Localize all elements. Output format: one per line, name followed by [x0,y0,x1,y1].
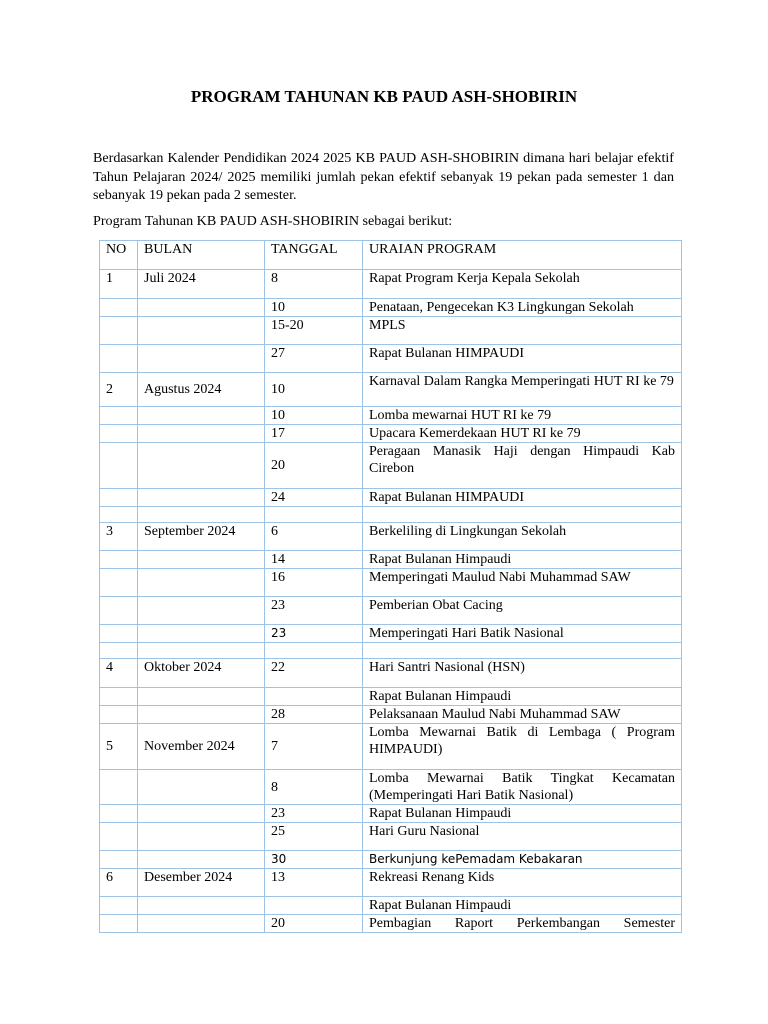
cell-tanggal: 20 [265,443,363,489]
table-row [100,823,682,851]
cell-no [100,551,138,569]
cell-bulan [138,299,265,317]
cell-uraian: Rapat Bulanan HIMPAUDI [363,489,682,507]
table-header-row [100,241,682,270]
cell-bulan [138,643,265,659]
cell-uraian: Pelaksanaan Maulud Nabi Muhammad SAW [363,706,682,724]
cell-bulan [138,851,265,869]
cell-uraian: Rapat Bulanan Himpaudi [363,551,682,569]
cell-uraian: Upacara Kemerdekaan HUT RI ke 79 [363,425,682,443]
cell-bulan: September 2024 [138,523,265,551]
table-row [100,443,682,489]
cell-no [100,407,138,425]
cell-tanggal: 14 [265,551,363,569]
table-row [100,659,682,688]
cell-bulan [138,407,265,425]
cell-uraian: Pemberian Obat Cacing [363,597,682,625]
cell-bulan: Oktober 2024 [138,659,265,688]
cell-bulan [138,805,265,823]
cell-no [100,507,138,523]
cell-bulan [138,345,265,373]
cell-no: 6 [100,869,138,897]
cell-no: 3 [100,523,138,551]
header-no: NO [100,241,138,270]
table-row [100,643,682,659]
table-row [100,688,682,706]
cell-tanggal: 16 [265,569,363,597]
cell-tanggal [265,507,363,523]
cell-bulan [138,507,265,523]
cell-tanggal: 27 [265,345,363,373]
cell-uraian: Lomba Mewarnai Batik Tingkat Kecamatan (Memperingati Hari Batik Nasional) [363,770,682,805]
cell-tanggal: 8 [265,270,363,299]
cell-no [100,317,138,345]
cell-bulan [138,425,265,443]
cell-no [100,625,138,643]
cell-tanggal: 13 [265,869,363,897]
header-tanggal: TANGGAL [265,241,363,270]
cell-uraian: Penataan, Pengecekan K3 Lingkungan Sekolah [363,299,682,317]
cell-no: 2 [100,373,138,407]
cell-tanggal [265,897,363,915]
cell-no [100,706,138,724]
table-row [100,770,682,805]
table-row [100,373,682,407]
cell-tanggal: 20 [265,915,363,933]
cell-uraian: Karnaval Dalam Rangka Memperingati HUT RI ke 79 [363,373,682,407]
cell-no [100,688,138,706]
cell-bulan: Agustus 2024 [138,373,265,407]
cell-bulan [138,489,265,507]
cell-tanggal: 7 [265,724,363,770]
cell-tanggal: 28 [265,706,363,724]
table-row [100,897,682,915]
cell-uraian: Peragaan Manasik Haji dengan Himpaudi Kab Cirebon [363,443,682,489]
intro-paragraph: Berdasarkan Kalender Pendidikan 2024 2025 KB PAUD ASH-SHOBIRIN dimana hari belajar efektif Tahun Pelajaran 2024/ 2025 memiliki jumlah pekan efektif sebanyak 19 pekan pada semester 1 dan sebanyak 19 pekan pada 2 semester. [93,150,674,203]
cell-no: 4 [100,659,138,688]
cell-tanggal [265,688,363,706]
cell-no [100,915,138,933]
cell-bulan [138,569,265,597]
table-row [100,270,682,299]
cell-tanggal [265,643,363,659]
cell-no [100,851,138,869]
cell-bulan [138,443,265,489]
cell-uraian: Lomba Mewarnai Batik di Lembaga ( Program HIMPAUDI) [363,724,682,770]
cell-uraian: Rapat Bulanan Himpaudi [363,688,682,706]
cell-bulan [138,551,265,569]
table-lead-text: Program Tahunan KB PAUD ASH-SHOBIRIN sebagai berikut: [93,213,453,229]
cell-no [100,443,138,489]
header-bulan: BULAN [138,241,265,270]
cell-no [100,643,138,659]
cell-bulan [138,625,265,643]
table-row [100,625,682,643]
cell-tanggal: 6 [265,523,363,551]
table-row [100,597,682,625]
cell-uraian: Rapat Bulanan HIMPAUDI [363,345,682,373]
cell-no [100,770,138,805]
cell-uraian: Pembagian Raport Perkembangan Semester [363,915,682,933]
cell-no [100,489,138,507]
cell-uraian: Rapat Bulanan Himpaudi [363,805,682,823]
cell-tanggal: 23 [265,625,363,643]
cell-tanggal: 23 [265,805,363,823]
cell-uraian: Hari Santri Nasional (HSN) [363,659,682,688]
cell-uraian: Rapat Program Kerja Kepala Sekolah [363,270,682,299]
cell-tanggal: 15-20 [265,317,363,345]
cell-no [100,897,138,915]
cell-bulan [138,823,265,851]
cell-bulan [138,706,265,724]
table-row [100,523,682,551]
cell-uraian: Memperingati Maulud Nabi Muhammad SAW [363,569,682,597]
table-row [100,851,682,869]
table-row [100,706,682,724]
cell-uraian: MPLS [363,317,682,345]
cell-bulan [138,317,265,345]
cell-uraian: Hari Guru Nasional [363,823,682,851]
table-row [100,569,682,597]
document-title: PROGRAM TAHUNAN KB PAUD ASH-SHOBIRIN [190,87,578,106]
table-row [100,915,682,933]
cell-bulan: November 2024 [138,724,265,770]
table-row [100,489,682,507]
cell-no [100,805,138,823]
cell-bulan [138,597,265,625]
cell-no [100,569,138,597]
cell-bulan [138,688,265,706]
cell-no: 5 [100,724,138,770]
header-uraian: URAIAN PROGRAM [363,241,682,270]
cell-tanggal: 22 [265,659,363,688]
program-table [99,240,682,933]
table-row [100,407,682,425]
cell-no: 1 [100,270,138,299]
table-row [100,805,682,823]
cell-uraian [363,507,682,523]
cell-tanggal: 17 [265,425,363,443]
table-row [100,551,682,569]
cell-uraian: Memperingati Hari Batik Nasional [363,625,682,643]
cell-uraian: Rapat Bulanan Himpaudi [363,897,682,915]
cell-tanggal: 10 [265,299,363,317]
table-row [100,317,682,345]
cell-uraian: Rekreasi Renang Kids [363,869,682,897]
cell-uraian: Berkunjung kePemadam Kebakaran [363,851,682,869]
cell-no [100,425,138,443]
cell-no [100,597,138,625]
cell-tanggal: 8 [265,770,363,805]
table-row [100,345,682,373]
cell-tanggal: 24 [265,489,363,507]
cell-tanggal: 30 [265,851,363,869]
table-row [100,869,682,897]
cell-bulan [138,770,265,805]
cell-uraian: Lomba mewarnai HUT RI ke 79 [363,407,682,425]
cell-no [100,299,138,317]
table-row [100,299,682,317]
table-row [100,425,682,443]
cell-bulan: Desember 2024 [138,869,265,897]
table-row [100,507,682,523]
cell-no [100,345,138,373]
cell-tanggal: 25 [265,823,363,851]
table-row [100,724,682,770]
cell-tanggal: 23 [265,597,363,625]
cell-tanggal: 10 [265,373,363,407]
cell-uraian [363,643,682,659]
cell-uraian: Berkeliling di Lingkungan Sekolah [363,523,682,551]
cell-bulan [138,897,265,915]
cell-bulan: Juli 2024 [138,270,265,299]
cell-no [100,823,138,851]
cell-tanggal: 10 [265,407,363,425]
cell-bulan [138,915,265,933]
